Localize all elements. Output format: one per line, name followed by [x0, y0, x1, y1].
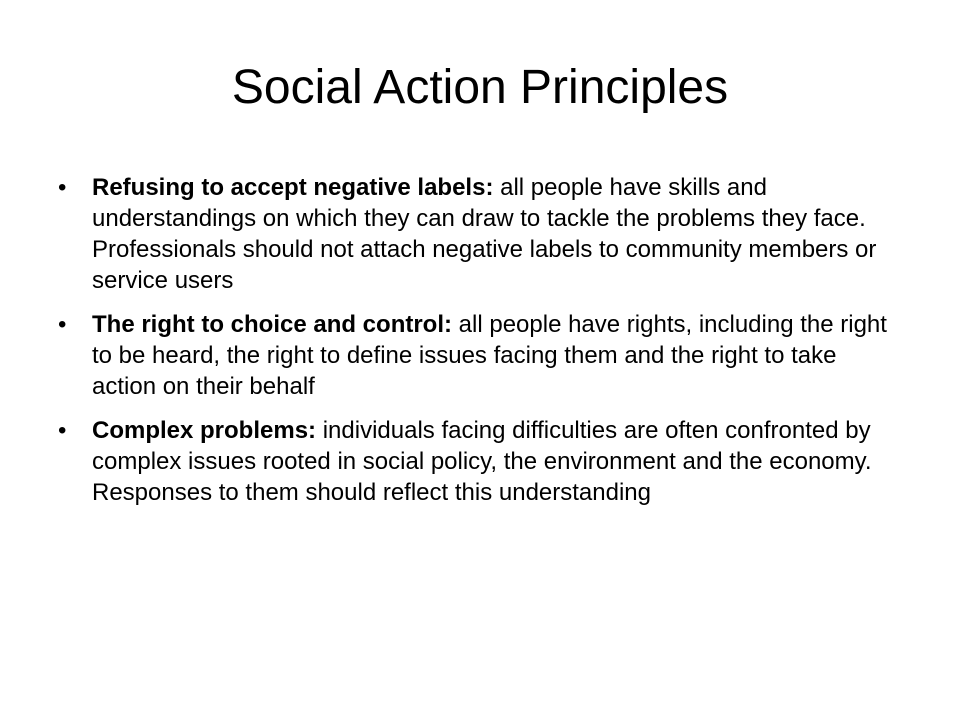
- bullet-item-complex-problems: [58, 415, 900, 508]
- bullet-term: Refusing to accept negative labels:: [92, 174, 494, 201]
- bullet-item-choice-and-control: [58, 309, 900, 402]
- bullet-icon: •: [58, 417, 67, 444]
- bullet-text: all people have rights, including the right to be heard, the right to define issues facing them and the right to take action on their behalf: [92, 311, 887, 400]
- bullet-icon: •: [58, 174, 67, 201]
- bullet-text: individuals facing difficulties are often confronted by complex issues rooted in social policy, the environment and the economy. Responses to them should reflect this understanding: [92, 417, 872, 506]
- bullet-term: The right to choice and control:: [92, 311, 452, 338]
- bullet-term: Complex problems:: [92, 417, 317, 444]
- bullet-text: all people have skills and understandings on which they can draw to tackle the problems they face. Professionals should not attach negative labels to community members or service users: [92, 174, 877, 294]
- bullet-item-negative-labels: [58, 172, 900, 296]
- bullet-list: [58, 172, 900, 521]
- bullet-icon: •: [58, 311, 67, 338]
- slide-title: Social Action Principles: [231, 61, 729, 114]
